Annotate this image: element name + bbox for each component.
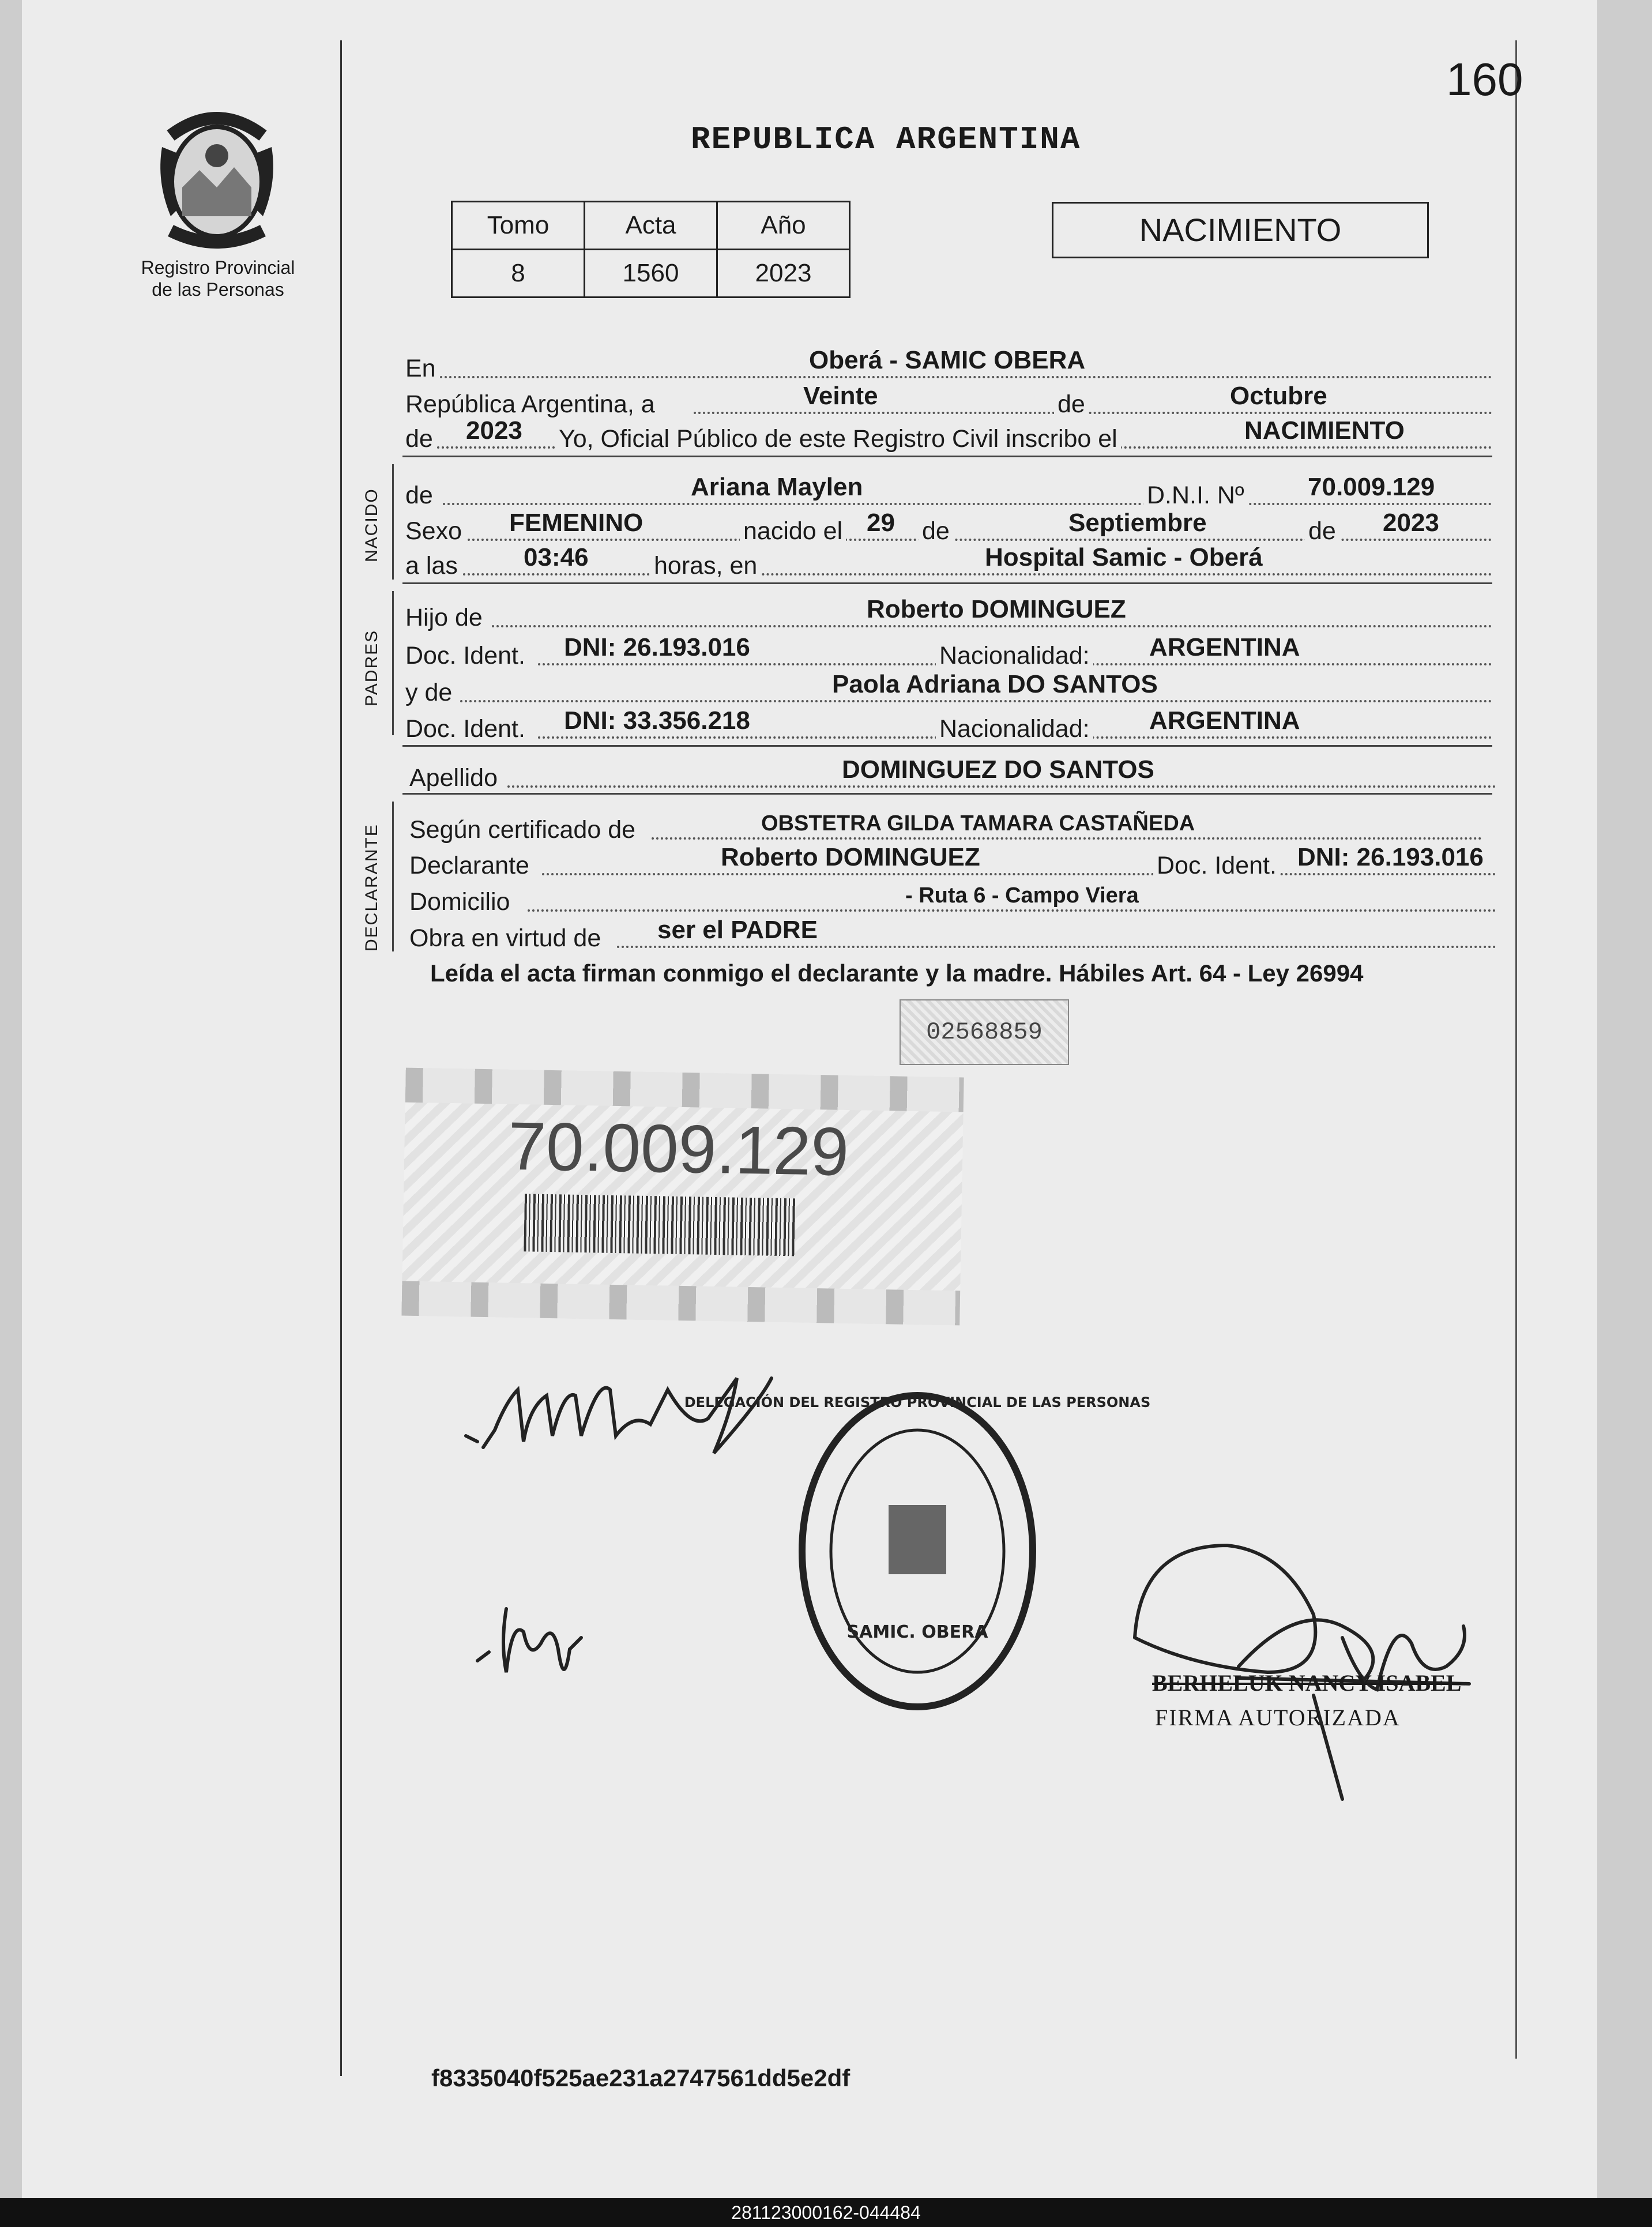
separator-2	[402, 582, 1492, 584]
label-nacionalidad-2: Nacionalidad:	[936, 715, 1093, 743]
row-acto	[405, 416, 1492, 451]
value-madre-doc: DNI: 33.356.218	[564, 706, 750, 735]
seal-outer-text: DELEGACIÓN DEL REGISTRO PROVINCIAL DE LAS PERSONAS	[684, 1394, 1151, 1410]
seal-inner-text: SAMIC. OBERA	[846, 1622, 988, 1642]
record-kind-box: NACIMIENTO	[1052, 202, 1429, 258]
value-lugar: Oberá - SAMIC OBERA	[809, 346, 1086, 374]
row-obra	[409, 916, 1496, 950]
label-y-de: y de	[405, 679, 456, 707]
row-madre	[405, 670, 1492, 705]
value-anio-nac: 2023	[1383, 509, 1439, 537]
section-nacido-label: NACIDO	[362, 488, 381, 562]
value-nombre: Ariana Maylen	[691, 473, 863, 501]
label-segun: Según certificado de	[409, 816, 639, 844]
registry-reference-table	[451, 201, 851, 298]
security-serial: 02568859	[900, 999, 1069, 1065]
row-domicilio	[409, 879, 1496, 914]
value-declarante: Roberto DOMINGUEZ	[721, 843, 980, 871]
value-padre-doc: DNI: 26.193.016	[564, 633, 750, 661]
registry-caption-line-2: de las Personas	[152, 279, 284, 300]
value-madre-nac: ARGENTINA	[1149, 706, 1300, 735]
section-declarante-label: DECLARANTE	[362, 823, 381, 951]
padres-bracket	[392, 591, 394, 735]
row-en	[405, 346, 1492, 381]
registry-caption	[126, 257, 310, 300]
value-acto: NACIMIENTO	[1244, 416, 1405, 445]
label-nacido-el: nacido el	[740, 517, 846, 546]
value-anio: 2023	[717, 250, 850, 298]
label-de-3: de	[405, 481, 436, 510]
label-sexo: Sexo	[405, 517, 465, 546]
declarante-bracket	[392, 802, 394, 951]
label-obra: Obra en virtud de	[409, 924, 604, 953]
dni-sticker	[401, 1068, 964, 1326]
label-horas-en: horas, en	[650, 552, 761, 580]
separator-1	[402, 456, 1492, 457]
value-sexo: FEMENINO	[509, 509, 644, 537]
value-dia-inscripcion: Veinte	[803, 382, 878, 410]
closing-note: Leída el acta firman conmigo el declarante y la madre. Hábiles Art. 64 - Ley 26994	[430, 960, 1364, 987]
header-acta: Acta	[585, 202, 717, 250]
value-certificado: OBSTETRA GILDA TAMARA CASTAÑEDA	[761, 811, 1195, 836]
value-madre: Paola Adriana DO SANTOS	[832, 670, 1158, 698]
footer-id-bar: 281123000162-044484	[0, 2198, 1652, 2227]
section-padres-label: PADRES	[362, 629, 381, 706]
row-hora	[405, 543, 1492, 578]
label-en: En	[405, 355, 439, 383]
value-domicilio: - Ruta 6 - Campo Viera	[905, 883, 1139, 908]
separator-4	[402, 793, 1492, 795]
value-dni: 70.009.129	[1308, 473, 1435, 501]
value-tomo: 8	[452, 250, 585, 298]
label-de-2: de	[405, 425, 436, 453]
row-certificado	[409, 807, 1482, 842]
label-de-1: de	[1054, 390, 1089, 419]
label-a-las: a las	[405, 552, 461, 580]
label-yo: Yo, Oficial Público de este Registro Civil inscribo el	[555, 425, 1121, 453]
label-domicilio: Domicilio	[409, 888, 513, 916]
signatory-name: BERHELUK NANCY ISABEL	[1152, 1670, 1462, 1696]
label-doc-ident-3: Doc. Ident.	[1153, 852, 1280, 880]
page-number: 160	[1446, 54, 1523, 105]
row-fecha-inscripcion	[405, 382, 1492, 416]
value-acta: 1560	[585, 250, 717, 298]
label-de-4: de	[919, 517, 953, 546]
value-padre: Roberto DOMINGUEZ	[867, 595, 1126, 623]
row-madre-doc	[405, 706, 1492, 741]
authorized-signature	[1123, 1534, 1481, 1799]
document-title: REPUBLICA ARGENTINA	[691, 121, 1081, 158]
row-apellido	[409, 755, 1496, 790]
row-padre-doc	[405, 633, 1492, 668]
row-nombre	[405, 473, 1492, 507]
label-apellido: Apellido	[409, 764, 501, 792]
value-apellido: DOMINGUEZ DO SANTOS	[842, 755, 1154, 784]
left-margin-rule	[340, 40, 342, 2076]
value-dia-nac: 29	[867, 509, 895, 537]
document-hash: f8335040f525ae231a2747561dd5e2df	[431, 2064, 851, 2091]
value-lugar-nac: Hospital Samic - Oberá	[985, 543, 1263, 571]
barcode	[524, 1194, 796, 1256]
row-declarante	[409, 843, 1496, 878]
header-anio: Año	[717, 202, 850, 250]
separator-3	[402, 745, 1492, 747]
label-doc-ident-2: Doc. Ident.	[405, 715, 529, 743]
registry-caption-line-1: Registro Provincial	[141, 257, 295, 278]
mother-signature	[472, 1597, 599, 1690]
nacido-bracket	[392, 464, 394, 580]
label-dni: D.N.I. Nº	[1143, 481, 1248, 510]
label-declarante: Declarante	[409, 852, 533, 880]
signatory-role: FIRMA AUTORIZADA	[1155, 1705, 1401, 1731]
value-padre-nac: ARGENTINA	[1149, 633, 1300, 661]
value-anio-inscripcion: 2023	[466, 416, 522, 445]
sticker-top-band	[405, 1068, 964, 1112]
value-mes-inscripcion: Octubre	[1230, 382, 1327, 410]
official-seal	[684, 1384, 1151, 1718]
row-padre	[405, 595, 1492, 630]
sticker-number: 70.009.129	[507, 1108, 850, 1191]
sticker-bottom-band	[401, 1281, 960, 1326]
label-hijo-de: Hijo de	[405, 604, 486, 632]
label-doc-ident-1: Doc. Ident.	[405, 642, 529, 670]
right-margin-rule	[1515, 40, 1517, 2059]
declarant-signature	[460, 1355, 783, 1470]
value-mes-nac: Septiembre	[1068, 509, 1207, 537]
value-declarante-doc: DNI: 26.193.016	[1297, 843, 1484, 871]
label-nacionalidad-1: Nacionalidad:	[936, 642, 1093, 670]
label-republica: República Argentina, a	[405, 390, 658, 419]
row-sexo	[405, 509, 1492, 543]
header-tomo: Tomo	[452, 202, 585, 250]
province-crest-logo	[153, 101, 280, 254]
birth-certificate-page	[22, 0, 1597, 2198]
label-de-5: de	[1305, 517, 1339, 546]
value-hora: 03:46	[524, 543, 589, 571]
value-obra: ser el PADRE	[657, 916, 818, 944]
